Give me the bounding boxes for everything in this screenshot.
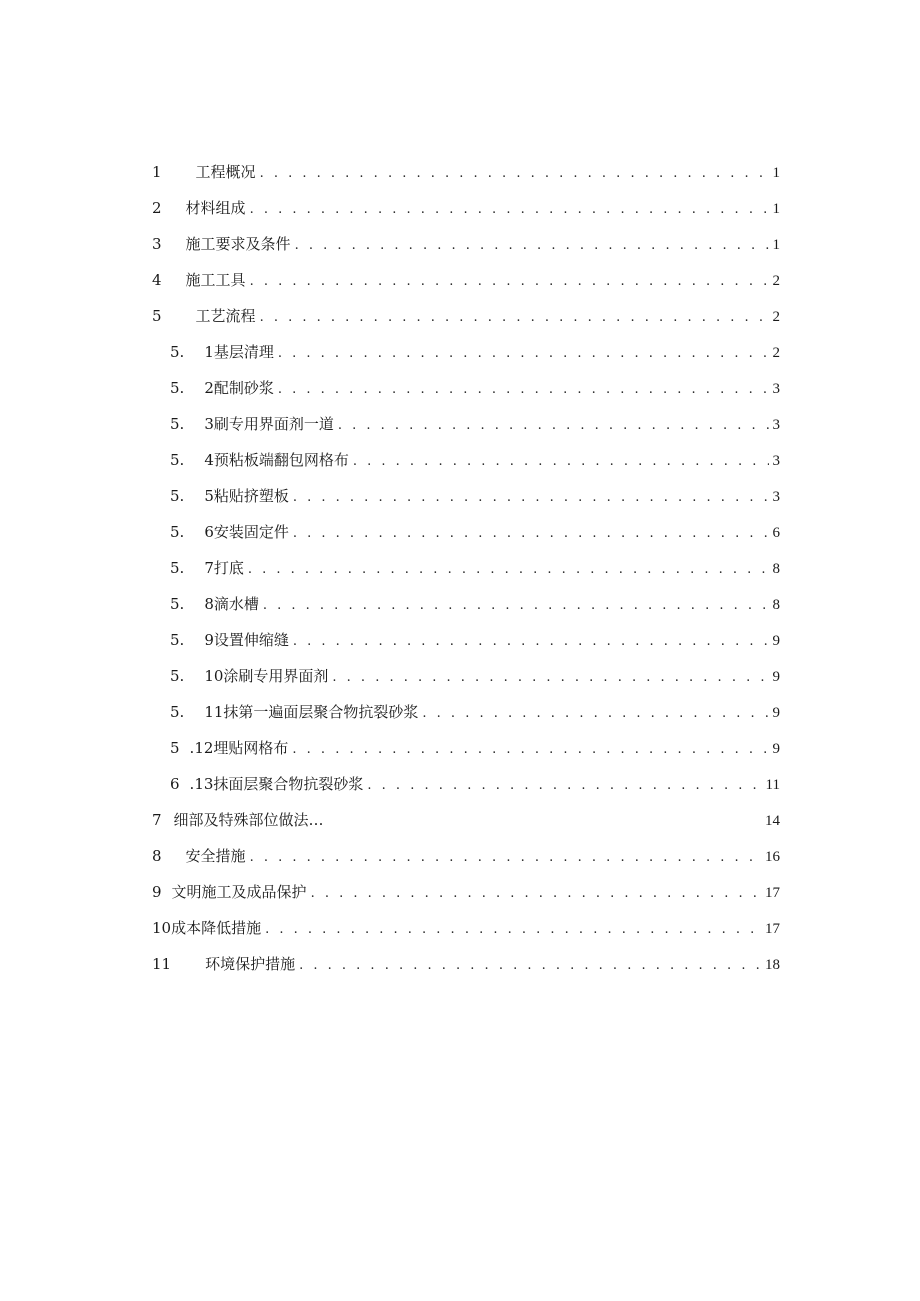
- toc-entry-number: 9: [152, 883, 162, 901]
- toc-entry-page-number: 17: [765, 921, 780, 937]
- toc-entry[interactable]: [152, 262, 780, 298]
- toc-entry-title: 安全措施: [185, 847, 246, 865]
- toc-entry-number: 5.: [170, 487, 185, 505]
- toc-entry-page-number: 17: [765, 885, 780, 901]
- toc-entry-number: 10: [152, 919, 172, 937]
- toc-dot-leader: [260, 300, 769, 336]
- toc-entry-title: 环境保护措施: [205, 955, 296, 973]
- toc-entry-page-number: 1: [772, 237, 780, 253]
- toc-dot-leader: [278, 336, 769, 372]
- toc-entry-page-number: 3: [772, 489, 780, 505]
- toc-entry-title: 1基层清理: [204, 343, 274, 361]
- toc-entry-page-number: 1: [772, 165, 780, 181]
- toc-entry-title: 材料组成: [185, 199, 246, 217]
- toc-entry-title: 7打底: [204, 559, 244, 577]
- toc-entry-title: 成本降低措施: [171, 919, 262, 937]
- toc-entry-page-number: 9: [772, 633, 780, 649]
- toc-dot-leader: [250, 192, 769, 228]
- toc-entry[interactable]: [152, 478, 780, 514]
- toc-entry-page-number: 9: [772, 705, 780, 721]
- toc-entry-page-number: 2: [772, 309, 780, 325]
- toc-entry[interactable]: [152, 802, 780, 838]
- toc-entry[interactable]: [152, 514, 780, 550]
- toc-dot-leader: [278, 372, 769, 408]
- toc-entry-title: .12埋贴网格布: [189, 739, 289, 757]
- toc-entry-title: 9设置伸缩缝: [204, 631, 289, 649]
- toc-entry-page-number: 3: [772, 381, 780, 397]
- toc-entry[interactable]: [152, 622, 780, 658]
- toc-dot-leader: [293, 480, 769, 516]
- toc-entry-page-number: 3: [772, 453, 780, 469]
- toc-entry-number: 5: [170, 739, 180, 757]
- toc-entry-page-number: 8: [772, 597, 780, 613]
- toc-dot-leader: [265, 912, 761, 948]
- toc-dot-leader: [295, 228, 769, 264]
- toc-entry-number: 5.: [170, 451, 185, 469]
- toc-entry-number: 7: [152, 811, 162, 829]
- toc-dot-leader: [332, 660, 768, 696]
- toc-dot-leader: [311, 876, 761, 912]
- toc-entry[interactable]: [152, 874, 780, 910]
- toc-entry-number: 5.: [170, 343, 185, 361]
- toc-entry[interactable]: [152, 298, 780, 334]
- toc-entry-title: 11抹第一遍面层聚合物抗裂砂浆: [204, 703, 419, 721]
- toc-entry-number: 5.: [170, 523, 185, 541]
- toc-entry[interactable]: [152, 406, 780, 442]
- toc-entry[interactable]: [152, 226, 780, 262]
- toc-entry-page-number: 14: [765, 813, 780, 829]
- toc-entry-title: 细部及特殊部位做法…: [173, 811, 324, 829]
- toc-entry-number: 11: [152, 955, 172, 973]
- toc-entry-page-number: 2: [772, 345, 780, 361]
- toc-entry-title: 10涂刷专用界面剂: [204, 667, 329, 685]
- toc-entry-title: 施工要求及条件: [185, 235, 291, 253]
- toc-entry-title: 3刷专用界面剂一道: [204, 415, 334, 433]
- toc-entry-page-number: 9: [772, 669, 780, 685]
- toc-entry-page-number: 9: [772, 741, 780, 757]
- toc-entry-number: 5.: [170, 415, 185, 433]
- toc-entry[interactable]: [152, 154, 780, 190]
- toc-entry-page-number: 2: [772, 273, 780, 289]
- toc-entry-page-number: 1: [772, 201, 780, 217]
- toc-entry[interactable]: [152, 658, 780, 694]
- toc-entry[interactable]: [152, 766, 780, 802]
- toc-entry[interactable]: [152, 730, 780, 766]
- toc-entry[interactable]: [152, 946, 780, 982]
- toc-entry-title: 5粘贴挤塑板: [204, 487, 289, 505]
- toc-entry-title: 6安装固定件: [204, 523, 289, 541]
- toc-entry-title: 文明施工及成品保护: [171, 883, 307, 901]
- toc-dot-leader: [299, 948, 761, 984]
- toc-dot-leader: [293, 516, 769, 552]
- toc-dot-leader: [263, 588, 769, 624]
- toc-entry[interactable]: [152, 586, 780, 622]
- toc-entry-title: 工程概况: [195, 163, 256, 181]
- toc-dot-leader: [367, 768, 761, 804]
- toc-dot-leader: [292, 732, 768, 768]
- toc-entry-number: 4: [152, 271, 162, 289]
- toc-dot-leader: [422, 696, 768, 732]
- table-of-contents: [152, 154, 780, 982]
- toc-entry-page-number: 6: [772, 525, 780, 541]
- toc-entry[interactable]: [152, 370, 780, 406]
- toc-entry-number: 5: [152, 307, 162, 325]
- toc-entry[interactable]: [152, 550, 780, 586]
- toc-entry-title: 8滴水槽: [204, 595, 259, 613]
- toc-entry[interactable]: [152, 334, 780, 370]
- toc-entry-number: 2: [152, 199, 162, 217]
- toc-entry[interactable]: [152, 442, 780, 478]
- toc-dot-leader: [338, 408, 769, 444]
- toc-dot-leader: [248, 552, 769, 588]
- toc-entry-page-number: 3: [772, 417, 780, 433]
- toc-dot-leader: [293, 624, 769, 660]
- toc-entry-number: 5.: [170, 703, 185, 721]
- toc-dot-leader: [250, 840, 761, 876]
- toc-entry-title: .13抹面层聚合物抗裂砂浆: [189, 775, 364, 793]
- toc-entry-number: 5.: [170, 379, 185, 397]
- toc-entry-number: 6: [170, 775, 180, 793]
- toc-entry-number: 1: [152, 163, 162, 181]
- toc-entry-number: 8: [152, 847, 162, 865]
- toc-entry-page-number: 11: [765, 777, 780, 793]
- toc-entry[interactable]: [152, 838, 780, 874]
- toc-entry-page-number: 16: [765, 849, 780, 865]
- toc-dot-leader: [260, 156, 769, 192]
- toc-entry[interactable]: [152, 910, 780, 946]
- toc-entry-number: 5.: [170, 595, 185, 613]
- toc-entry-number: 5.: [170, 631, 185, 649]
- toc-entry-number: 3: [152, 235, 162, 253]
- toc-entry-title: 4预粘板端翻包网格布: [204, 451, 349, 469]
- toc-entry[interactable]: [152, 694, 780, 730]
- toc-entry[interactable]: [152, 190, 780, 226]
- toc-entry-title: 工艺流程: [195, 307, 256, 325]
- toc-dot-leader: [353, 444, 769, 480]
- toc-entry-number: 5.: [170, 559, 185, 577]
- toc-entry-number: 5.: [170, 667, 185, 685]
- toc-entry-page-number: 18: [765, 957, 780, 973]
- toc-dot-leader: [250, 264, 769, 300]
- toc-entry-title: 2配制砂浆: [204, 379, 274, 397]
- toc-entry-page-number: 8: [772, 561, 780, 577]
- toc-entry-title: 施工工具: [185, 271, 246, 289]
